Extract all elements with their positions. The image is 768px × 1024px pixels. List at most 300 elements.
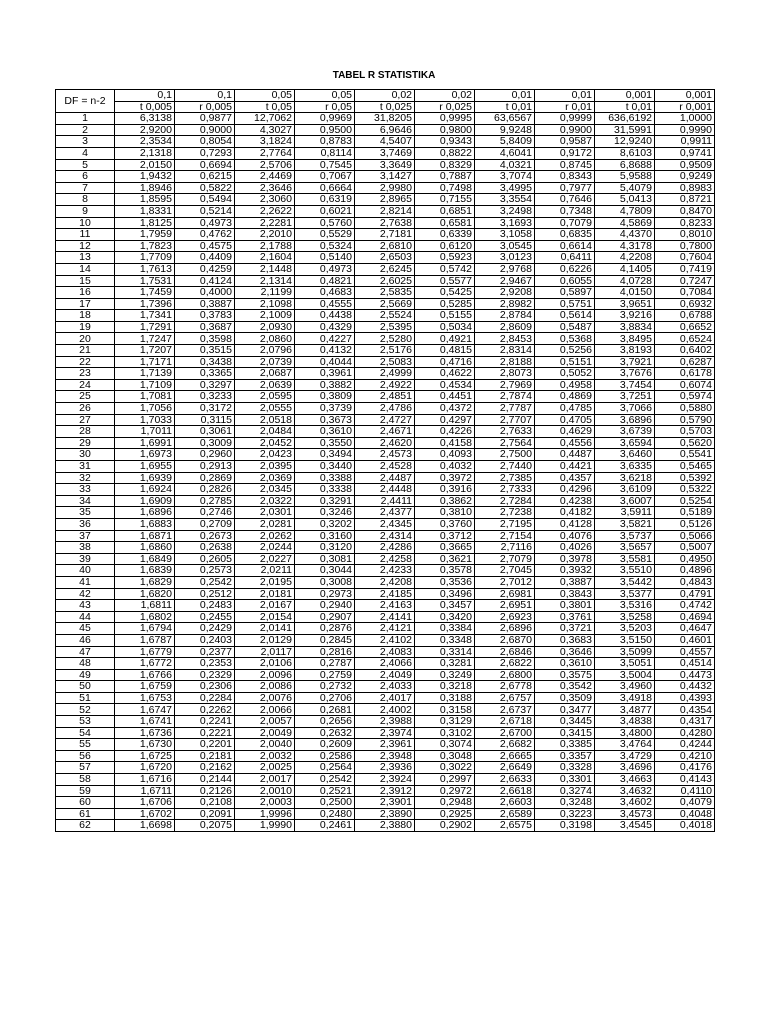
value-cell: 1,7011 <box>115 426 175 438</box>
value-cell: 1,6725 <box>115 750 175 762</box>
value-cell: 0,4514 <box>655 658 715 670</box>
value-cell: 2,7500 <box>475 449 535 461</box>
value-cell: 0,3172 <box>175 403 235 415</box>
value-cell: 0,6055 <box>535 275 595 287</box>
value-cell: 2,0181 <box>235 588 295 600</box>
table-row <box>56 623 715 635</box>
value-cell: 3,4729 <box>595 750 655 762</box>
value-cell: 0,2656 <box>295 716 355 728</box>
value-cell: 0,5760 <box>295 217 355 229</box>
value-cell: 12,9240 <box>595 136 655 148</box>
col-prob-header: 0,05 <box>235 90 295 102</box>
value-cell: 2,4314 <box>355 530 415 542</box>
value-cell: 2,7787 <box>475 403 535 415</box>
table-row <box>56 600 715 612</box>
table-row <box>56 658 715 670</box>
value-cell: 0,7646 <box>535 194 595 206</box>
value-cell: 2,4258 <box>355 553 415 565</box>
value-cell: 0,4629 <box>535 426 595 438</box>
value-cell: 3,4632 <box>595 785 655 797</box>
value-cell: 2,0003 <box>235 797 295 809</box>
value-cell: 3,6109 <box>595 484 655 496</box>
table-row <box>56 461 715 473</box>
value-cell: 2,0687 <box>235 368 295 380</box>
value-cell: 3,5581 <box>595 553 655 565</box>
value-cell: 2,0057 <box>235 716 295 728</box>
value-cell: 0,3665 <box>415 542 475 554</box>
value-cell: 1,6759 <box>115 681 175 693</box>
df-cell: 38 <box>56 542 115 554</box>
table-row <box>56 275 715 287</box>
value-cell: 5,4079 <box>595 182 655 194</box>
col-stat-header: t 0,01 <box>595 101 655 113</box>
value-cell: 3,6896 <box>595 414 655 426</box>
value-cell: 4,3178 <box>595 240 655 252</box>
value-cell: 2,7116 <box>475 542 535 554</box>
table-row <box>56 518 715 530</box>
value-cell: 0,4093 <box>415 449 475 461</box>
value-cell: 0,4534 <box>415 379 475 391</box>
value-cell: 2,6800 <box>475 669 535 681</box>
value-cell: 1,6955 <box>115 461 175 473</box>
value-cell: 0,2500 <box>295 797 355 809</box>
value-cell: 0,3683 <box>535 634 595 646</box>
table-row <box>56 669 715 681</box>
value-cell: 2,3924 <box>355 774 415 786</box>
value-cell: 0,3862 <box>415 495 475 507</box>
value-cell: 3,8495 <box>595 333 655 345</box>
value-cell: 0,5494 <box>175 194 235 206</box>
value-cell: 2,0281 <box>235 518 295 530</box>
value-cell: 0,3385 <box>535 739 595 751</box>
value-cell: 0,3721 <box>535 623 595 635</box>
value-cell: 0,4226 <box>415 426 475 438</box>
value-cell: 2,4002 <box>355 704 415 716</box>
value-cell: 2,0244 <box>235 542 295 554</box>
value-cell: 5,0413 <box>595 194 655 206</box>
value-cell: 0,3509 <box>535 692 595 704</box>
value-cell: 0,7887 <box>415 171 475 183</box>
value-cell: 0,4259 <box>175 263 235 275</box>
value-cell: 0,7247 <box>655 275 715 287</box>
value-cell: 0,3687 <box>175 321 235 333</box>
value-cell: 2,4345 <box>355 518 415 530</box>
table-row <box>56 229 715 241</box>
df-cell: 16 <box>56 287 115 299</box>
value-cell: 0,8721 <box>655 194 715 206</box>
value-cell: 0,3420 <box>415 611 475 623</box>
value-cell: 2,4671 <box>355 426 415 438</box>
col-prob-header: 0,01 <box>535 90 595 102</box>
value-cell: 1,6706 <box>115 797 175 809</box>
value-cell: 0,4357 <box>535 472 595 484</box>
value-cell: 0,5974 <box>655 391 715 403</box>
value-cell: 0,4044 <box>295 356 355 368</box>
value-cell: 2,8188 <box>475 356 535 368</box>
value-cell: 0,2681 <box>295 704 355 716</box>
value-cell: 2,8609 <box>475 321 535 333</box>
value-cell: 0,3348 <box>415 634 475 646</box>
col-prob-header: 0,02 <box>355 90 415 102</box>
value-cell: 0,3438 <box>175 356 235 368</box>
value-cell: 2,5176 <box>355 345 415 357</box>
value-cell: 3,1693 <box>475 217 535 229</box>
df-cell: 8 <box>56 194 115 206</box>
value-cell: 5,9588 <box>595 171 655 183</box>
value-cell: 2,7079 <box>475 553 535 565</box>
value-cell: 2,6757 <box>475 692 535 704</box>
value-cell: 3,5442 <box>595 576 655 588</box>
value-cell: 0,8054 <box>175 136 235 148</box>
value-cell: 0,4393 <box>655 692 715 704</box>
header-row-statistic <box>56 101 715 113</box>
value-cell: 2,6700 <box>475 727 535 739</box>
value-cell: 4,0321 <box>475 159 535 171</box>
value-cell: 0,5322 <box>655 484 715 496</box>
value-cell: 2,4185 <box>355 588 415 600</box>
value-cell: 1,7823 <box>115 240 175 252</box>
df-cell: 29 <box>56 437 115 449</box>
table-row <box>56 240 715 252</box>
value-cell: 2,6633 <box>475 774 535 786</box>
value-cell: 0,4556 <box>535 437 595 449</box>
value-cell: 2,9980 <box>355 182 415 194</box>
df-cell: 57 <box>56 762 115 774</box>
df-cell: 27 <box>56 414 115 426</box>
value-cell: 2,0345 <box>235 484 295 496</box>
value-cell: 0,6319 <box>295 194 355 206</box>
value-cell: 1,6730 <box>115 739 175 751</box>
value-cell: 0,5214 <box>175 205 235 217</box>
df-cell: 24 <box>56 379 115 391</box>
value-cell: 3,3649 <box>355 159 415 171</box>
col-prob-header: 0,02 <box>415 90 475 102</box>
value-cell: 2,0025 <box>235 762 295 774</box>
value-cell: 0,4438 <box>295 310 355 322</box>
table-row <box>56 542 715 554</box>
value-cell: 0,6614 <box>535 240 595 252</box>
value-cell: 0,4716 <box>415 356 475 368</box>
value-cell: 0,4421 <box>535 461 595 473</box>
table-row <box>56 414 715 426</box>
value-cell: 2,4411 <box>355 495 415 507</box>
value-cell: 2,7012 <box>475 576 535 588</box>
value-cell: 0,4124 <box>175 275 235 287</box>
value-cell: 0,3621 <box>415 553 475 565</box>
df-cell: 46 <box>56 634 115 646</box>
df-cell: 43 <box>56 600 115 612</box>
value-cell: 0,3598 <box>175 333 235 345</box>
df-cell: 21 <box>56 345 115 357</box>
value-cell: 2,6810 <box>355 240 415 252</box>
value-cell: 1,8331 <box>115 205 175 217</box>
value-cell: 0,3274 <box>535 785 595 797</box>
value-cell: 0,5742 <box>415 263 475 275</box>
value-cell: 0,3550 <box>295 437 355 449</box>
value-cell: 2,6503 <box>355 252 415 264</box>
value-cell: 0,2709 <box>175 518 235 530</box>
value-cell: 0,3198 <box>535 820 595 832</box>
value-cell: 0,2221 <box>175 727 235 739</box>
value-cell: 0,2605 <box>175 553 235 565</box>
df-cell: 48 <box>56 658 115 670</box>
value-cell: 2,4377 <box>355 507 415 519</box>
value-cell: 0,6851 <box>415 205 475 217</box>
value-cell: 3,5821 <box>595 518 655 530</box>
value-cell: 0,2126 <box>175 785 235 797</box>
value-cell: 1,7247 <box>115 333 175 345</box>
value-cell: 0,7545 <box>295 159 355 171</box>
df-cell: 55 <box>56 739 115 751</box>
value-cell: 2,0096 <box>235 669 295 681</box>
value-cell: 0,6339 <box>415 229 475 241</box>
table-row <box>56 345 715 357</box>
df-cell: 4 <box>56 147 115 159</box>
value-cell: 3,3554 <box>475 194 535 206</box>
table-row <box>56 576 715 588</box>
value-cell: 2,0141 <box>235 623 295 635</box>
value-cell: 0,6664 <box>295 182 355 194</box>
value-cell: 4,1405 <box>595 263 655 275</box>
value-cell: 1,6849 <box>115 553 175 565</box>
value-cell: 3,6218 <box>595 472 655 484</box>
value-cell: 0,3328 <box>535 762 595 774</box>
table-row <box>56 507 715 519</box>
value-cell: 0,9000 <box>175 124 235 136</box>
value-cell: 0,2091 <box>175 808 235 820</box>
value-cell: 3,4573 <box>595 808 655 820</box>
df-cell: 2 <box>56 124 115 136</box>
value-cell: 0,9500 <box>295 124 355 136</box>
df-cell: 47 <box>56 646 115 658</box>
value-cell: 0,2948 <box>415 797 475 809</box>
value-cell: 0,4815 <box>415 345 475 357</box>
value-cell: 6,3138 <box>115 113 175 125</box>
value-cell: 2,7633 <box>475 426 535 438</box>
value-cell: 0,3578 <box>415 565 475 577</box>
value-cell: 0,5529 <box>295 229 355 241</box>
value-cell: 0,6120 <box>415 240 475 252</box>
value-cell: 1,7207 <box>115 345 175 357</box>
value-cell: 0,2461 <box>295 820 355 832</box>
value-cell: 1,6779 <box>115 646 175 658</box>
value-cell: 2,1318 <box>115 147 175 159</box>
value-cell: 0,6581 <box>415 217 475 229</box>
value-cell: 0,8822 <box>415 147 475 159</box>
value-cell: 3,5377 <box>595 588 655 600</box>
value-cell: 0,4354 <box>655 704 715 716</box>
value-cell: 2,0195 <box>235 576 295 588</box>
value-cell: 0,7293 <box>175 147 235 159</box>
value-cell: 0,6287 <box>655 356 715 368</box>
value-cell: 3,5004 <box>595 669 655 681</box>
value-cell: 0,4973 <box>175 217 235 229</box>
col-prob-header: 0,001 <box>595 90 655 102</box>
value-cell: 0,2787 <box>295 658 355 670</box>
value-cell: 1,6720 <box>115 762 175 774</box>
value-cell: 2,9208 <box>475 287 535 299</box>
value-cell: 0,3158 <box>415 704 475 716</box>
value-cell: 3,1824 <box>235 136 295 148</box>
table-row <box>56 333 715 345</box>
value-cell: 0,3457 <box>415 600 475 612</box>
table-row <box>56 785 715 797</box>
value-cell: 0,7498 <box>415 182 475 194</box>
value-cell: 2,7440 <box>475 461 535 473</box>
col-stat-header: r 0,005 <box>175 101 235 113</box>
value-cell: 0,2306 <box>175 681 235 693</box>
value-cell: 4,3027 <box>235 124 295 136</box>
value-cell: 0,9877 <box>175 113 235 125</box>
value-cell: 0,3081 <box>295 553 355 565</box>
value-cell: 0,2564 <box>295 762 355 774</box>
value-cell: 2,6245 <box>355 263 415 275</box>
table-row <box>56 194 715 206</box>
value-cell: 0,3009 <box>175 437 235 449</box>
value-cell: 0,3809 <box>295 391 355 403</box>
table-row <box>56 495 715 507</box>
value-cell: 0,7079 <box>535 217 595 229</box>
value-cell: 2,7154 <box>475 530 535 542</box>
df-cell: 41 <box>56 576 115 588</box>
value-cell: 2,0930 <box>235 321 295 333</box>
value-cell: 0,4762 <box>175 229 235 241</box>
value-cell: 1,6702 <box>115 808 175 820</box>
value-cell: 0,4921 <box>415 333 475 345</box>
value-cell: 0,2913 <box>175 461 235 473</box>
table-row <box>56 252 715 264</box>
value-cell: 3,5099 <box>595 646 655 658</box>
value-cell: 0,2869 <box>175 472 235 484</box>
value-cell: 2,3988 <box>355 716 415 728</box>
value-cell: 0,3575 <box>535 669 595 681</box>
value-cell: 2,0739 <box>235 356 295 368</box>
value-cell: 0,7155 <box>415 194 475 206</box>
value-cell: 1,6736 <box>115 727 175 739</box>
col-stat-header: t 0,05 <box>235 101 295 113</box>
value-cell: 0,2997 <box>415 774 475 786</box>
table-row <box>56 310 715 322</box>
value-cell: 2,9200 <box>115 124 175 136</box>
value-cell: 2,4573 <box>355 449 415 461</box>
value-cell: 0,5368 <box>535 333 595 345</box>
value-cell: 3,7454 <box>595 379 655 391</box>
df-cell: 44 <box>56 611 115 623</box>
value-cell: 2,2622 <box>235 205 295 217</box>
table-row <box>56 553 715 565</box>
value-cell: 1,7081 <box>115 391 175 403</box>
value-cell: 0,3972 <box>415 472 475 484</box>
value-cell: 0,4317 <box>655 716 715 728</box>
value-cell: 1,6883 <box>115 518 175 530</box>
value-cell: 0,4622 <box>415 368 475 380</box>
table-body <box>56 113 715 832</box>
value-cell: 2,0117 <box>235 646 295 658</box>
value-cell: 0,5897 <box>535 287 595 299</box>
value-cell: 1,7459 <box>115 287 175 299</box>
col-stat-header: r 0,025 <box>415 101 475 113</box>
table-row <box>56 391 715 403</box>
value-cell: 0,2483 <box>175 600 235 612</box>
value-cell: 2,1199 <box>235 287 295 299</box>
value-cell: 0,3887 <box>535 576 595 588</box>
value-cell: 1,9996 <box>235 808 295 820</box>
value-cell: 0,4128 <box>535 518 595 530</box>
value-cell: 0,2845 <box>295 634 355 646</box>
df-cell: 31 <box>56 461 115 473</box>
value-cell: 0,4973 <box>295 263 355 275</box>
value-cell: 2,6575 <box>475 820 535 832</box>
df-cell: 61 <box>56 808 115 820</box>
value-cell: 0,9969 <box>295 113 355 125</box>
value-cell: 0,4048 <box>655 808 715 820</box>
value-cell: 0,4018 <box>655 820 715 832</box>
value-cell: 0,4110 <box>655 785 715 797</box>
df-cell: 59 <box>56 785 115 797</box>
value-cell: 0,3365 <box>175 368 235 380</box>
value-cell: 0,2144 <box>175 774 235 786</box>
value-cell: 0,2512 <box>175 588 235 600</box>
value-cell: 1,7531 <box>115 275 175 287</box>
table-row <box>56 692 715 704</box>
df-cell: 20 <box>56 333 115 345</box>
value-cell: 1,6753 <box>115 692 175 704</box>
value-cell: 0,4843 <box>655 576 715 588</box>
value-cell: 0,6694 <box>175 159 235 171</box>
value-cell: 2,0150 <box>115 159 175 171</box>
value-cell: 0,2455 <box>175 611 235 623</box>
value-cell: 0,6402 <box>655 345 715 357</box>
df-cell: 30 <box>56 449 115 461</box>
col-prob-header: 0,1 <box>175 90 235 102</box>
value-cell: 0,5324 <box>295 240 355 252</box>
value-cell: 3,7921 <box>595 356 655 368</box>
value-cell: 1,7613 <box>115 263 175 275</box>
value-cell: 0,8783 <box>295 136 355 148</box>
value-cell: 3,4877 <box>595 704 655 716</box>
value-cell: 0,2960 <box>175 449 235 461</box>
df-cell: 34 <box>56 495 115 507</box>
value-cell: 0,7084 <box>655 287 715 299</box>
value-cell: 2,6589 <box>475 808 535 820</box>
value-cell: 0,2706 <box>295 692 355 704</box>
value-cell: 2,7284 <box>475 495 535 507</box>
value-cell: 2,4620 <box>355 437 415 449</box>
value-cell: 3,4696 <box>595 762 655 774</box>
value-cell: 0,3739 <box>295 403 355 415</box>
value-cell: 2,6951 <box>475 600 535 612</box>
value-cell: 0,2816 <box>295 646 355 658</box>
value-cell: 0,5425 <box>415 287 475 299</box>
value-cell: 2,5706 <box>235 159 295 171</box>
table-row <box>56 426 715 438</box>
value-cell: 2,4017 <box>355 692 415 704</box>
value-cell: 3,7676 <box>595 368 655 380</box>
value-cell: 2,0227 <box>235 553 295 565</box>
value-cell: 2,6737 <box>475 704 535 716</box>
value-cell: 0,4601 <box>655 634 715 646</box>
value-cell: 2,0860 <box>235 333 295 345</box>
value-cell: 0,2973 <box>295 588 355 600</box>
value-cell: 0,5790 <box>655 414 715 426</box>
value-cell: 2,7333 <box>475 484 535 496</box>
df-cell: 11 <box>56 229 115 241</box>
value-cell: 2,9768 <box>475 263 535 275</box>
value-cell: 2,0452 <box>235 437 295 449</box>
value-cell: 2,0595 <box>235 391 295 403</box>
value-cell: 1,8946 <box>115 182 175 194</box>
df-cell: 32 <box>56 472 115 484</box>
